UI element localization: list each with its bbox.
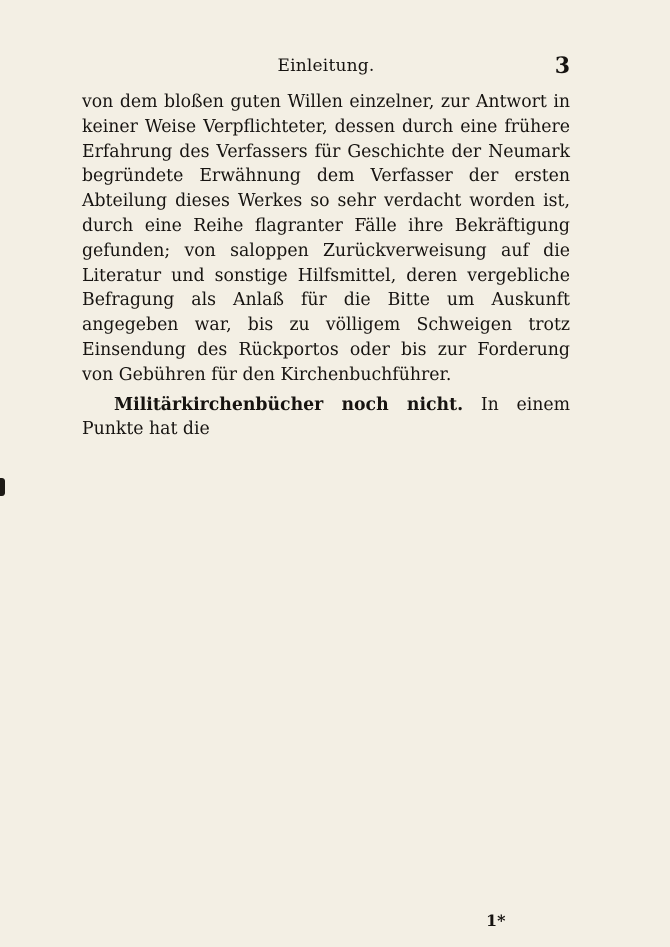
running-header [82,53,570,79]
paragraph-text: von dem bloßen guten Willen einzelner, zur Antwort in keiner Weise Verpflichteter, dessen durch eine frühere Erfahrung des Verfassers für Geschichte der Neumark begründete Erwähnung dem Verfasser der ersten Abteilung dieses Werkes so sehr verdacht worden ist, durch eine Reihe flagranter Fälle ihre Bekräftigung gefunden; von saloppen Zurückverweisung auf die Literatur und sonstige Hilfsmittel, deren vergebliche Befragung als Anlaß für die Bitte um Auskunft angegeben war, bis zu völligem Schweigen trotz Einsendung des Rückportos oder bis zur Forderung von Gebühren für den Kirchenbuchführer. [82,92,570,385]
paragraph [82,90,570,388]
paragraph [82,393,570,443]
edge-mark [0,478,5,496]
body-text [82,90,570,442]
paragraph-text: In einem Punkte hat die [82,394,570,440]
page-number: 3 [554,53,570,79]
header-title: Einleitung. [277,56,375,76]
paragraph-heading: Militärkirchenbücher noch nicht. [114,394,464,415]
signature-mark: 1* [486,911,506,930]
